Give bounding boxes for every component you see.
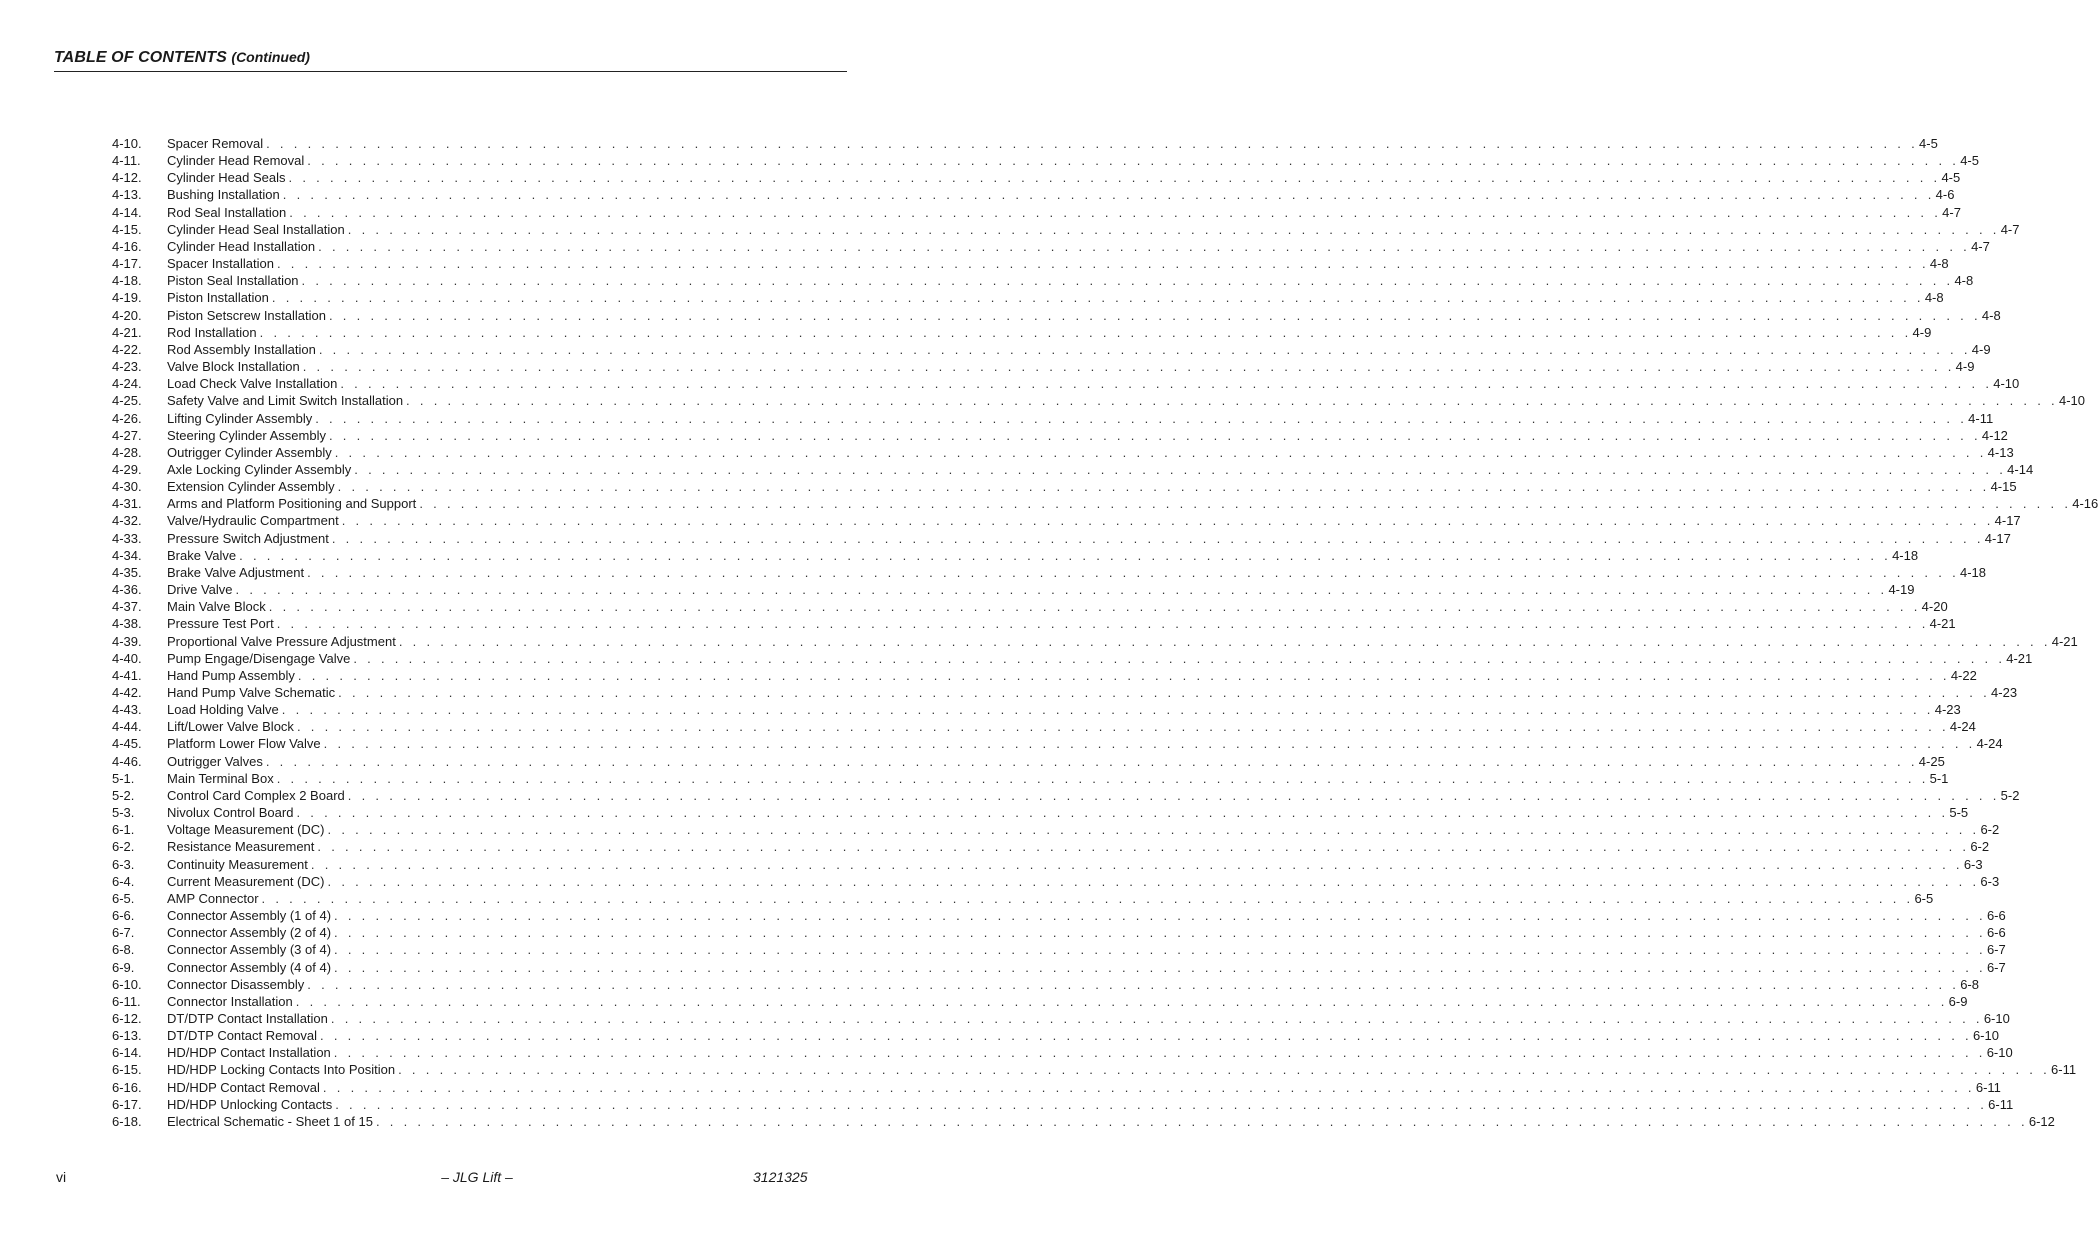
toc-entry[interactable]: [112, 410, 1994, 427]
toc-entry-page: 4-10: [1993, 376, 2020, 392]
toc-entry-title: Piston Installation: [167, 290, 269, 306]
dot-leader: . . . . . . . . . . . . . . . . . . . . . . . . . . . . . . . . . . . . . . . . . . . . . . . . . . . . . . . . . . . . . . . . . . . . . . . . . . . . . . . . . . . . . . . . . . . . . . . . . . . . . . . . . . . . . . . . . . . . . . . .: [341, 513, 1994, 529]
toc-entry-page: 6-6: [1986, 925, 2006, 941]
toc-entry-number: 4-27.: [112, 427, 142, 443]
toc-entry[interactable]: [112, 289, 1944, 306]
toc-entry-title: Nivolux Control Board: [167, 805, 294, 821]
toc-entry[interactable]: [112, 650, 2033, 667]
toc-entry-title: DT/DTP Contact Installation: [167, 1010, 328, 1026]
toc-entry-title: Connector Disassembly: [167, 976, 305, 992]
toc-entry-title: Control Card Complex 2 Board: [167, 787, 345, 803]
toc-entry-title: Steering Cylinder Assembly: [167, 427, 326, 443]
toc-entry-number: 5-3.: [112, 805, 135, 821]
dot-leader: . . . . . . . . . . . . . . . . . . . . . . . . . . . . . . . . . . . . . . . . . . . . . . . . . . . . . . . . . . . . . . . . . . . . . . . . . . . . . . . . . . . . . . . . . . . . . . . . . . . . . . . . . . . . . . . . . . . . . . . .: [289, 204, 1942, 220]
toc-entry[interactable]: [112, 598, 1948, 615]
toc-entry[interactable]: [112, 169, 1961, 186]
toc-entry-title: Main Valve Block: [167, 599, 266, 615]
toc-entry-number: 4-22.: [112, 341, 142, 357]
toc-entry[interactable]: [112, 1010, 2010, 1027]
toc-entry-title: AMP Connector: [167, 890, 259, 906]
toc-entry-title: Voltage Measurement (DC): [167, 822, 325, 838]
toc-entry-number: 4-30.: [112, 479, 142, 495]
dot-leader: . . . . . . . . . . . . . . . . . . . . . . . . . . . . . . . . . . . . . . . . . . . . . . . . . . . . . . . . . . . . . . . . . . . . . . . . . . . . . . . . . . . . . . . . . . . . . . . . . . . . . . . . . . . . . . . . . . . . . . . .: [323, 736, 1976, 752]
toc-entry-number: 4-28.: [112, 444, 142, 460]
dot-leader: . . . . . . . . . . . . . . . . . . . . . . . . . . . . . . . . . . . . . . . . . . . . . . . . . . . . . . . . . . . . . . . . . . . . . . . . . . . . . . . . . . . . . . . . . . . . . . . . . . . . . . . . . . . . . . . . . . . . . . . .: [328, 427, 1981, 443]
toc-entry-title: Hand Pump Assembly: [167, 667, 295, 683]
dot-leader: . . . . . . . . . . . . . . . . . . . . . . . . . . . . . . . . . . . . . . . . . . . . . . . . . . . . . . . . . . . . . . . . . . . . . . . . . . . . . . . . . . . . . . . . . . . . . . . . . . . . . . . . . . . . . . . . . . . . . . . .: [310, 856, 1963, 872]
toc-entry-title: Pressure Test Port: [167, 616, 274, 632]
toc-entry-number: 6-13.: [112, 1028, 142, 1044]
toc-entry-title: Current Measurement (DC): [167, 873, 325, 889]
toc-entry-number: 6-8.: [112, 942, 135, 958]
dot-leader: . . . . . . . . . . . . . . . . . . . . . . . . . . . . . . . . . . . . . . . . . . . . . . . . . . . . . . . . . . . . . . . . . . . . . . . . . . . . . . . . . . . . . . . . . . . . . . . . . . . . . . . . . . . . . . . . . . . . . . . .: [318, 238, 1971, 254]
dot-leader: . . . . . . . . . . . . . . . . . . . . . . . . . . . . . . . . . . . . . . . . . . . . . . . . . . . . . . . . . . . . . . . . . . . . . . . . . . . . . . . . . . . . . . . . . . . . . . . . . . . . . . . . . . . . . . . . . . . . . . . .: [375, 1113, 2028, 1129]
toc-entry-page: 4-9: [1912, 324, 1932, 340]
header-subtitle: (Continued): [231, 49, 310, 65]
dot-leader: . . . . . . . . . . . . . . . . . . . . . . . . . . . . . . . . . . . . . . . . . . . . . . . . . . . . . . . . . . . . . . . . . . . . . . . . . . . . . . . . . . . . . . . . . . . . . . . . . . . . . . . . . . . . . . . . . . . . . . . .: [307, 564, 1959, 580]
dot-leader: . . . . . . . . . . . . . . . . . . . . . . . . . . . . . . . . . . . . . . . . . . . . . . . . . . . . . . . . . . . . . . . . . . . . . . . . . . . . . . . . . . . . . . . . . . . . . . . . . . . . . . . . . . . . . . . . . . . . . . . .: [276, 256, 1929, 272]
toc-entry-page: 4-24: [1949, 719, 1976, 735]
toc-entry[interactable]: [112, 633, 2078, 650]
dot-leader: . . . . . . . . . . . . . . . . . . . . . . . . . . . . . . . . . . . . . . . . . . . . . . . . . . . . . . . . . . . . . . . . . . . . . . . . . . . . . . . . . . . . . . . . . . . . . . . . . . . . . . . . . . . . . . . . . . . . . . . .: [340, 376, 1993, 392]
toc-entry[interactable]: [112, 907, 2006, 924]
toc-entry-page: 4-8: [1924, 290, 1944, 306]
toc-entry-number: 5-1.: [112, 770, 135, 786]
toc-entry[interactable]: [112, 530, 2011, 547]
toc-entry-page: 6-10: [1983, 1010, 2010, 1026]
dot-leader: . . . . . . . . . . . . . . . . . . . . . . . . . . . . . . . . . . . . . . . . . . . . . . . . . . . . . . . . . . . . . . . . . . . . . . . . . . . . . . . . . . . . . . . . . . . . . . . . . . . . . . . . . . . . . . . . . . . . . . . .: [295, 993, 1948, 1009]
toc-entry[interactable]: [112, 1079, 2001, 1096]
dot-leader: . . . . . . . . . . . . . . . . . . . . . . . . . . . . . . . . . . . . . . . . . . . . . . . . . . . . . . . . . . . . . . . . . . . . . . . . . . . . . . . . . . . . . . . . . . . . . . . . . . . . . . . . . . . . . . . . . . . . . . . .: [328, 307, 1981, 323]
toc-entry[interactable]: [112, 667, 1977, 684]
toc-entry-title: Axle Locking Cylinder Assembly: [167, 461, 352, 477]
toc-entry[interactable]: [112, 924, 2006, 941]
toc-entry-title: Spacer Installation: [167, 256, 274, 272]
toc-entry[interactable]: [112, 564, 1987, 581]
toc-entry-title: Extension Cylinder Assembly: [167, 479, 335, 495]
dot-leader: . . . . . . . . . . . . . . . . . . . . . . . . . . . . . . . . . . . . . . . . . . . . . . . . . . . . . . . . . . . . . . . . . . . . . . . . . . . . . . . . . . . . . . . . . . . . . . . . . . . . . . . . . . . . . . . . . . . . . . . .: [317, 839, 1970, 855]
toc-entry[interactable]: [112, 238, 1990, 255]
toc-entry-number: 6-14.: [112, 1045, 142, 1061]
dot-leader: . . . . . . . . . . . . . . . . . . . . . . . . . . . . . . . . . . . . . . . . . . . . . . . . . . . . . . . . . . . . . . . . . . . . . . . . . . . . . . . . . . . . . . . . . . . . . . . . . . . . . . . . . . . . . . . . . . . . . . . .: [261, 890, 1914, 906]
toc-entry-page: 6-11: [1988, 1096, 2014, 1112]
toc-entry-page: 4-19: [1888, 582, 1915, 598]
toc-entry[interactable]: [112, 581, 1915, 598]
toc-entry[interactable]: [112, 787, 2020, 804]
dot-leader: . . . . . . . . . . . . . . . . . . . . . . . . . . . . . . . . . . . . . . . . . . . . . . . . . . . . . . . . . . . . . . . . . . . . . . . . . . . . . . . . . . . . . . . . . . . . . . . . . . . . . . . . . . . . . . . . . . . . . . . .: [307, 976, 1960, 992]
dot-leader: . . . . . . . . . . . . . . . . . . . . . . . . . . . . . . . . . . . . . . . . . . . . . . . . . . . . . . . . . . . . . . . . . . . . . . . . . . . . . . . . . . . . . . . . . . . . . . . . . . . . . . . . . . . . . . . . . . . . . . . .: [281, 702, 1934, 718]
dot-leader: . . . . . . . . . . . . . . . . . . . . . . . . . . . . . . . . . . . . . . . . . . . . . . . . . . . . . . . . . . . . . . . . . . . . . . . . . . . . . . . . . . . . . . . . . . . . . . . . . . . . . . . . . . . . . . . . . . . . . . . .: [276, 616, 1929, 632]
toc-entry-page: 4-21: [1929, 616, 1956, 632]
dot-leader: . . . . . . . . . . . . . . . . . . . . . . . . . . . . . . . . . . . . . . . . . . . . . . . . . . . . . . . . . . . . . . . . . . . . . . . . . . . . . . . . . . . . . . . . . . . . . . . . . . . . . . . . . . . . . . . . . . . . . . . .: [322, 1079, 1975, 1095]
toc-entry-page: 4-8: [1929, 256, 1949, 272]
toc-entry-number: 6-3.: [112, 856, 135, 872]
toc-entry-title: Continuity Measurement: [167, 856, 308, 872]
toc-entry[interactable]: [112, 152, 1979, 169]
toc-entry-number: 4-32.: [112, 513, 142, 529]
dot-leader: . . . . . . . . . . . . . . . . . . . . . . . . . . . . . . . . . . . . . . . . . . . . . . . . . . . . . . . . . . . . . . . . . . . . . . . . . . . . . . . . . . . . . . . . . . . . . . . . . . . . . . . . . . . . . . . . . . . . . . . .: [353, 650, 2006, 666]
toc-entry-page: 6-10: [1972, 1028, 1999, 1044]
dot-leader: . . . . . . . . . . . . . . . . . . . . . . . . . . . . . . . . . . . . . . . . . . . . . . . . . . . . . . . . . . . . . . . . . . . . . . . . . . . . . . . . . . . . . . . . . . . . . . . . . . . . . . . . . . . . . . . . . . . . . . . .: [276, 770, 1929, 786]
dot-leader: . . . . . . . . . . . . . . . . . . . . . . . . . . . . . . . . . . . . . . . . . . . . . . . . . . . . . . . . . . . . . . . . . . . . . . . . . . . . . . . . . . . . . . . . . . . . . . . . . . . . . . . . . . . . . . . . . . . . . . . .: [265, 753, 1918, 769]
toc-entry-page: 4-18: [1892, 547, 1919, 563]
toc-entry[interactable]: [112, 718, 1976, 735]
toc-entry-page: 6-3: [1963, 856, 1983, 872]
dot-leader: . . . . . . . . . . . . . . . . . . . . . . . . . . . . . . . . . . . . . . . . . . . . . . . . . . . . . . . . . . . . . . . . . . . . . . . . . . . . . . . . . . . . . . . . . . . . . . . . . . . . . . . . . . . . . . . . . . . . . . . .: [266, 136, 1919, 151]
toc-entry-number: 4-16.: [112, 238, 142, 254]
header-title: TABLE OF CONTENTS: [54, 49, 227, 66]
dot-leader: . . . . . . . . . . . . . . . . . . . . . . . . . . . . . . . . . . . . . . . . . . . . . . . . . . . . . . . . . . . . . . . . . . . . . . . . . . . . . . . . . . . . . . . . . . . . . . . . . . . . . . . . . . . . . . . . . . . . . . . .: [331, 530, 1984, 546]
toc-entry-title: Cylinder Head Removal: [167, 153, 305, 169]
toc-entry-page: 4-5: [1919, 136, 1938, 151]
dot-leader: . . . . . . . . . . . . . . . . . . . . . . . . . . . . . . . . . . . . . . . . . . . . . . . . . . . . . . . . . . . . . . . . . . . . . . . . . . . . . . . . . . . . . . . . . . . . . . . . . . . . . . . . . . . . . . . . . . . . . . . .: [318, 341, 1971, 357]
toc-entry-page: 4-7: [1942, 204, 1961, 220]
toc-entry-number: 6-4.: [112, 873, 135, 889]
footer-doc-number: 3121325: [753, 1169, 808, 1185]
toc-entry-number: 4-42.: [112, 685, 142, 700]
toc-entry-number: 6-10.: [112, 976, 142, 992]
dot-leader: . . . . . . . . . . . . . . . . . . . . . . . . . . . . . . . . . . . . . . . . . . . . . . . . . . . . . . . . . . . . . . . . . . . . . . . . . . . . . . . . . . . . . . . . . . . . . . . . . . . . . . . . . . . . . . . . . . . . . . . .: [259, 324, 1912, 340]
toc-entry-title: Main Terminal Box: [167, 770, 274, 786]
toc-entry-title: Cylinder Head Seal Installation: [167, 221, 345, 237]
toc-entry[interactable]: [112, 976, 1979, 993]
toc-entry-page: 6-2: [1970, 839, 1990, 855]
toc-entry[interactable]: [112, 392, 2085, 409]
toc-entry-page: 4-17: [1984, 530, 2011, 546]
toc-entry-page: 4-18: [1959, 564, 1987, 580]
toc-entry-number: 4-39.: [112, 633, 142, 649]
dot-leader: . . . . . . . . . . . . . . . . . . . . . . . . . . . . . . . . . . . . . . . . . . . . . . . . . . . . . . . . . . . . . . . . . . . . . . . . . . . . . . . . . . . . . . . . . . . . . . . . . . . . . . . . . . . . . . . . . . . . . . . .: [398, 633, 2051, 649]
toc-entry-page: 4-11: [1968, 410, 1994, 426]
toc-entry-title: Outrigger Valves: [167, 753, 263, 769]
toc-entry-number: 6-12.: [112, 1010, 142, 1026]
toc-entry-page: 4-21: [2006, 650, 2033, 666]
toc-entry-number: 6-15.: [112, 1062, 142, 1078]
toc-entry-number: 6-11.: [112, 993, 141, 1009]
toc-entry-title: DT/DTP Contact Removal: [167, 1028, 318, 1044]
toc-entry-number: 4-35.: [112, 564, 142, 580]
dot-leader: . . . . . . . . . . . . . . . . . . . . . . . . . . . . . . . . . . . . . . . . . . . . . . . . . . . . . . . . . . . . . . . . . . . . . . . . . . . . . . . . . . . . . . . . . . . . . . . . . . . . . . . . . . . . . . . . . . . . . . . .: [334, 942, 1986, 958]
toc-entry[interactable]: [112, 461, 2034, 478]
toc-entry-page: 4-16: [2072, 496, 2098, 512]
toc-entry[interactable]: [112, 959, 2006, 976]
toc-entry-number: 6-5.: [112, 890, 135, 906]
dot-leader: . . . . . . . . . . . . . . . . . . . . . . . . . . . . . . . . . . . . . . . . . . . . . . . . . . . . . . . . . . . . . . . . . . . . . . . . . . . . . . . . . . . . . . . . . . . . . . . . . . . . . . . . . . . . . . . . . . . . . . . .: [334, 908, 1986, 924]
toc-entry-page: 4-9: [1971, 341, 1991, 357]
toc-entry-number: 4-20.: [112, 307, 142, 323]
toc-entry-number: 4-29.: [112, 461, 142, 477]
dot-leader: . . . . . . . . . . . . . . . . . . . . . . . . . . . . . . . . . . . . . . . . . . . . . . . . . . . . . . . . . . . . . . . . . . . . . . . . . . . . . . . . . . . . . . . . . . . . . . . . . . . . . . . . . . . . . . . . . . . . . . . .: [347, 787, 2000, 803]
toc-entry[interactable]: [112, 358, 1975, 375]
dot-leader: . . . . . . . . . . . . . . . . . . . . . . . . . . . . . . . . . . . . . . . . . . . . . . . . . . . . . . . . . . . . . . . . . . . . . . . . . . . . . . . . . . . . . . . . . . . . . . . . . . . . . . . . . . . . . . . . . . . . . . . .: [288, 170, 1941, 186]
page-header: [54, 49, 847, 72]
dot-leader: . . . . . . . . . . . . . . . . . . . . . . . . . . . . . . . . . . . . . . . . . . . . . . . . . . . . . . . . . . . . . . . . . . . . . . . . . . . . . . . . . . . . . . . . . . . . . . . . . . . . . . . . . . . . . . . . . . . . . . . .: [334, 444, 1987, 460]
toc-entry[interactable]: [112, 684, 2018, 701]
toc-entry[interactable]: [112, 375, 2020, 392]
toc-entry-number: 4-41.: [112, 667, 142, 683]
toc-entry-title: Piston Setscrew Installation: [167, 307, 326, 323]
toc-entry-number: 4-19.: [112, 290, 142, 306]
toc-entry-title: HD/HDP Locking Contacts Into Position: [167, 1062, 396, 1078]
toc-entry-number: 4-25.: [112, 393, 142, 409]
toc-entry-number: 4-14.: [112, 204, 142, 220]
toc-entry[interactable]: [112, 770, 1949, 787]
toc-entry-number: 4-24.: [112, 376, 142, 392]
toc-entry-number: 4-10.: [112, 136, 142, 151]
dot-leader: . . . . . . . . . . . . . . . . . . . . . . . . . . . . . . . . . . . . . . . . . . . . . . . . . . . . . . . . . . . . . . . . . . . . . . . . . . . . . . . . . . . . . . . . . . . . . . . . . . . . . . . . . . . . . . . . . . . . . . . .: [330, 1010, 1983, 1026]
toc-entry-page: 6-9: [1948, 993, 1968, 1009]
toc-entry-title: HD/HDP Contact Removal: [167, 1079, 320, 1095]
toc-entry-number: 4-37.: [112, 599, 142, 615]
toc-entry-number: 4-34.: [112, 547, 142, 563]
dot-leader: . . . . . . . . . . . . . . . . . . . . . . . . . . . . . . . . . . . . . . . . . . . . . . . . . . . . . . . . . . . . . . . . . . . . . . . . . . . . . . . . . . . . . . . . . . . . . . . . . . . . . . . . . . . . . . . . . . . . . . . .: [296, 805, 1949, 821]
dot-leader: . . . . . . . . . . . . . . . . . . . . . . . . . . . . . . . . . . . . . . . . . . . . . . . . . . . . . . . . . . . . . . . . . . . . . . . . . . . . . . . . . . . . . . . . . . . . . . . . . . . . . . . . . . . . . . . . . . . . . . . .: [347, 221, 2000, 237]
dot-leader: . . . . . . . . . . . . . . . . . . . . . . . . . . . . . . . . . . . . . . . . . . . . . . . . . . . . . . . . . . . . . . . . . . . . . . . . . . . . . . . . . . . . . . . . . . . . . . . . . . . . . . . . . . . . . . . . . . . . . . . .: [338, 685, 1991, 700]
toc-entry-number: 4-18.: [112, 273, 142, 289]
toc-entry[interactable]: [112, 838, 1990, 855]
toc-entry-number: 4-45.: [112, 736, 142, 752]
toc-entry-number: 4-15.: [112, 221, 142, 237]
dot-leader: . . . . . . . . . . . . . . . . . . . . . . . . . . . . . . . . . . . . . . . . . . . . . . . . . . . . . . . . . . . . . . . . . . . . . . . . . . . . . . . . . . . . . . . . . . . . . . . . . . . . . . . . . . . . . . . . . . . . . . . .: [334, 925, 1986, 941]
toc-entry[interactable]: [112, 890, 1934, 907]
toc-entry[interactable]: [112, 272, 1974, 289]
dot-leader: . . . . . . . . . . . . . . . . . . . . . . . . . . . . . . . . . . . . . . . . . . . . . . . . . . . . . . . . . . . . . . . . . . . . . . . . . . . . . . . . . . . . . . . . . . . . . . . . . . . . . . . . . . . . . . . . . . . . . . . .: [282, 187, 1935, 203]
dot-leader: . . . . . . . . . . . . . . . . . . . . . . . . . . . . . . . . . . . . . . . . . . . . . . . . . . . . . . . . . . . . . . . . . . . . . . . . . . . . . . . . . . . . . . . . . . . . . . . . . . . . . . . . . . . . . . . . . . . . . . . .: [271, 290, 1924, 306]
toc-entry[interactable]: [112, 735, 2003, 752]
toc-entry-number: 4-38.: [112, 616, 142, 632]
toc-entry-number: 6-16.: [112, 1079, 142, 1095]
toc-entry-title: Valve Block Installation: [167, 359, 300, 375]
toc-entry-title: Arms and Platform Positioning and Support: [167, 496, 417, 512]
toc-entry-title: Lift/Lower Valve Block: [167, 719, 294, 735]
toc-entry-number: 6-9.: [112, 959, 135, 975]
toc-entry-title: Cylinder Head Seals: [167, 170, 286, 186]
toc-entry-title: Connector Installation: [167, 993, 293, 1009]
dot-leader: . . . . . . . . . . . . . . . . . . . . . . . . . . . . . . . . . . . . . . . . . . . . . . . . . . . . . . . . . . . . . . . . . . . . . . . . . . . . . . . . . . . . . . . . . . . . . . . . . . . . . . . . . . . . . . . . . . . . . . . .: [297, 667, 1950, 683]
toc-entry-number: 6-6.: [112, 908, 135, 924]
toc-entry-page: 4-10: [2058, 393, 2085, 409]
toc-entry-title: Load Holding Valve: [167, 702, 279, 718]
toc-entry[interactable]: [112, 478, 2017, 495]
toc-entry[interactable]: [112, 135, 1938, 152]
toc-entry-number: 4-13.: [112, 187, 142, 203]
dot-leader: . . . . . . . . . . . . . . . . . . . . . . . . . . . . . . . . . . . . . . . . . . . . . . . . . . . . . . . . . . . . . . . . . . . . . . . . . . . . . . . . . . . . . . . . . . . . . . . . . . . . . . . . . . . . . . . . . . . . . . . .: [327, 873, 1980, 889]
toc-entry-title: Platform Lower Flow Valve: [167, 736, 321, 752]
toc-entry-number: 4-12.: [112, 170, 142, 186]
toc-entry-number: 4-31.: [112, 496, 142, 512]
toc-entry[interactable]: [112, 615, 1956, 632]
dot-leader: . . . . . . . . . . . . . . . . . . . . . . . . . . . . . . . . . . . . . . . . . . . . . . . . . . . . . . . . . . . . . . . . . . . . . . . . . . . . . . . . . . . . . . . . . . . . . . . . . . . . . . . . . . . . . . . . . . . . . . . .: [301, 273, 1954, 289]
dot-leader: . . . . . . . . . . . . . . . . . . . . . . . . . . . . . . . . . . . . . . . . . . . . . . . . . . . . . . . . . . . . . . . . . . . . . . . . . . . . . . . . . . . . . . . . . . . . . . . . . . . . . . . . . . . . . . . . . . . . . . . .: [334, 959, 1986, 975]
toc-entry-page: 4-23: [1934, 702, 1961, 718]
toc-entry-title: Rod Seal Installation: [167, 204, 287, 220]
toc-entry-title: Brake Valve Adjustment: [167, 564, 305, 580]
toc-entry-title: Safety Valve and Limit Switch Installation: [167, 393, 404, 409]
toc-entry-page: 4-8: [1954, 273, 1974, 289]
toc-entry-page: 6-3: [1980, 873, 2000, 889]
toc-entry-page: 4-5: [1960, 153, 1979, 169]
toc-entry-title: Resistance Measurement: [167, 839, 315, 855]
dot-leader: . . . . . . . . . . . . . . . . . . . . . . . . . . . . . . . . . . . . . . . . . . . . . . . . . . . . . . . . . . . . . . . . . . . . . . . . . . . . . . . . . . . . . . . . . . . . . . . . . . . . . . . . . . . . . . . . . . . . . . . .: [307, 153, 1960, 169]
toc-entry[interactable]: [112, 341, 1991, 358]
dot-leader: . . . . . . . . . . . . . . . . . . . . . . . . . . . . . . . . . . . . . . . . . . . . . . . . . . . . . . . . . . . . . . . . . . . . . . . . . . . . . . . . . . . . . . . . . . . . . . . . . . . . . . . . . . . . . . . . . . . . . . . .: [333, 1045, 1986, 1061]
toc-entry[interactable]: [112, 495, 2098, 512]
footer-page-number: vi: [56, 1169, 67, 1185]
toc-entry-number: 4-46.: [112, 753, 142, 769]
toc-entry-page: 6-11: [1975, 1079, 2001, 1095]
toc-entry-number: 6-7.: [112, 925, 135, 941]
toc-entry-number: 4-33.: [112, 530, 142, 546]
toc-entry[interactable]: [112, 186, 1955, 203]
dot-leader: . . . . . . . . . . . . . . . . . . . . . . . . . . . . . . . . . . . . . . . . . . . . . . . . . . . . . . . . . . . . . . . . . . . . . . . . . . . . . . . . . . . . . . . . . . . . . . . . . . . . . . . . . . . . . . . . . . . . . . . .: [239, 547, 1892, 563]
toc-entry[interactable]: [112, 307, 2001, 324]
toc-entry-title: Pressure Switch Adjustment: [167, 530, 329, 546]
toc-entry[interactable]: [112, 1113, 2055, 1130]
toc-entry-page: 4-5: [1941, 170, 1961, 186]
toc-entry-title: Pump Engage/Disengage Valve: [167, 650, 351, 666]
toc-entry-title: Connector Assembly (2 of 4): [167, 925, 332, 941]
toc-entry-page: 6-5: [1914, 890, 1934, 906]
toc-entry-page: 4-9: [1955, 359, 1975, 375]
toc-entry-title: Cylinder Head Installation: [167, 238, 316, 254]
toc-entry-number: 4-26.: [112, 410, 142, 426]
toc-entry-title: HD/HDP Contact Installation: [167, 1045, 331, 1061]
toc-entry-number: 4-23.: [112, 359, 142, 375]
toc-entry[interactable]: [112, 993, 1968, 1010]
dot-leader: . . . . . . . . . . . . . . . . . . . . . . . . . . . . . . . . . . . . . . . . . . . . . . . . . . . . . . . . . . . . . . . . . . . . . . . . . . . . . . . . . . . . . . . . . . . . . . . . . . . . . . . . . . . . . . . . . . . . . . . .: [268, 599, 1921, 615]
dot-leader: . . . . . . . . . . . . . . . . . . . . . . . . . . . . . . . . . . . . . . . . . . . . . . . . . . . . . . . . . . . . . . . . . . . . . . . . . . . . . . . . . . . . . . . . . . . . . . . . . . . . . . . . . . . . . . . . . . . . . . . .: [337, 479, 1990, 495]
toc-entry-number: 4-40.: [112, 650, 142, 666]
footer-publisher: – JLG Lift –: [441, 1169, 513, 1185]
dot-leader: . . . . . . . . . . . . . . . . . . . . . . . . . . . . . . . . . . . . . . . . . . . . . . . . . . . . . . . . . . . . . . . . . . . . . . . . . . . . . . . . . . . . . . . . . . . . . . . . . . . . . . . . . . . . . . . . . . . . . . . .: [406, 393, 2058, 409]
toc-entry-number: 4-36.: [112, 582, 142, 598]
toc-entry-number: 4-17.: [112, 256, 142, 272]
toc-entry-number: 6-18.: [112, 1113, 142, 1129]
dot-leader: . . . . . . . . . . . . . . . . . . . . . . . . . . . . . . . . . . . . . . . . . . . . . . . . . . . . . . . . . . . . . . . . . . . . . . . . . . . . . . . . . . . . . . . . . . . . . . . . . . . . . . . . . . . . . . . . . . . . . . . .: [320, 1028, 1972, 1044]
toc-entry[interactable]: [112, 873, 2000, 890]
toc-entry-title: Connector Assembly (1 of 4): [167, 908, 332, 924]
toc-entry-title: Rod Assembly Installation: [167, 341, 316, 357]
toc-entry-title: Electrical Schematic - Sheet 1 of 15: [167, 1113, 373, 1129]
toc-entry-page: 6-6: [1986, 908, 2006, 924]
toc-entry-title: Piston Seal Installation: [167, 273, 299, 289]
dot-leader: . . . . . . . . . . . . . . . . . . . . . . . . . . . . . . . . . . . . . . . . . . . . . . . . . . . . . . . . . . . . . . . . . . . . . . . . . . . . . . . . . . . . . . . . . . . . . . . . . . . . . . . . . . . . . . . . . . . . . . . .: [419, 496, 2072, 512]
toc-entry-page: 4-21: [2051, 633, 2078, 649]
toc-entry-number: 4-21.: [112, 324, 142, 340]
toc-entry-page: 4-23: [1991, 685, 2018, 700]
toc-entry-page: 6-8: [1960, 976, 1979, 992]
dot-leader: . . . . . . . . . . . . . . . . . . . . . . . . . . . . . . . . . . . . . . . . . . . . . . . . . . . . . . . . . . . . . . . . . . . . . . . . . . . . . . . . . . . . . . . . . . . . . . . . . . . . . . . . . . . . . . . . . . . . . . . .: [398, 1062, 2051, 1078]
toc-entry-number: 5-2.: [112, 787, 135, 803]
toc-entry[interactable]: [112, 701, 1961, 718]
dot-leader: . . . . . . . . . . . . . . . . . . . . . . . . . . . . . . . . . . . . . . . . . . . . . . . . . . . . . . . . . . . . . . . . . . . . . . . . . . . . . . . . . . . . . . . . . . . . . . . . . . . . . . . . . . . . . . . . . . . . . . . .: [327, 822, 1980, 838]
toc-entry[interactable]: [112, 204, 1961, 221]
toc-entry-title: Load Check Valve Installation: [167, 376, 338, 392]
toc-entry[interactable]: [112, 804, 1969, 821]
toc-entry-page: 5-1: [1929, 770, 1949, 786]
toc-entry-page: 4-12: [1981, 427, 2008, 443]
toc-entry-title: Rod Installation: [167, 324, 257, 340]
toc-entry-page: 6-10: [1986, 1045, 2013, 1061]
toc-entry[interactable]: [112, 753, 1945, 770]
toc-entry-page: 4-7: [2000, 221, 2020, 237]
dot-leader: . . . . . . . . . . . . . . . . . . . . . . . . . . . . . . . . . . . . . . . . . . . . . . . . . . . . . . . . . . . . . . . . . . . . . . . . . . . . . . . . . . . . . . . . . . . . . . . . . . . . . . . . . . . . . . . . . . . . . . . .: [296, 719, 1949, 735]
dot-leader: . . . . . . . . . . . . . . . . . . . . . . . . . . . . . . . . . . . . . . . . . . . . . . . . . . . . . . . . . . . . . . . . . . . . . . . . . . . . . . . . . . . . . . . . . . . . . . . . . . . . . . . . . . . . . . . . . . . . . . . .: [335, 1096, 1988, 1112]
toc-entry-page: 4-14: [2007, 461, 2034, 477]
toc-entry-number: 4-43.: [112, 702, 142, 718]
toc-entry-page: 6-11: [2051, 1062, 2077, 1078]
toc-entry[interactable]: [112, 427, 2008, 444]
toc-entry-page: 6-12: [2028, 1113, 2055, 1129]
toc-entry-page: 5-2: [2000, 787, 2020, 803]
toc-entry-title: Brake Valve: [167, 547, 237, 563]
toc-entry-page: 4-7: [1971, 238, 1990, 254]
dot-leader: . . . . . . . . . . . . . . . . . . . . . . . . . . . . . . . . . . . . . . . . . . . . . . . . . . . . . . . . . . . . . . . . . . . . . . . . . . . . . . . . . . . . . . . . . . . . . . . . . . . . . . . . . . . . . . . . . . . . . . . .: [235, 582, 1888, 598]
toc-entry-title: Bushing Installation: [167, 187, 280, 203]
toc-entry-page: 4-15: [1990, 479, 2017, 495]
toc-entry-page: 6-7: [1986, 942, 2006, 958]
toc-entry-page: 6-2: [1980, 822, 2000, 838]
toc-entry-number: 6-2.: [112, 839, 135, 855]
toc-entry-page: 4-13: [1987, 444, 2014, 460]
toc-entry[interactable]: [112, 1044, 2013, 1061]
toc-entry[interactable]: [112, 255, 1949, 272]
toc-entry-number: 6-17.: [112, 1096, 142, 1112]
toc-entry-page: 4-17: [1994, 513, 2021, 529]
toc-entry[interactable]: [112, 941, 2006, 958]
dot-leader: . . . . . . . . . . . . . . . . . . . . . . . . . . . . . . . . . . . . . . . . . . . . . . . . . . . . . . . . . . . . . . . . . . . . . . . . . . . . . . . . . . . . . . . . . . . . . . . . . . . . . . . . . . . . . . . . . . . . . . . .: [302, 359, 1955, 375]
toc-entry[interactable]: [112, 512, 2021, 529]
toc-entry-page: 4-20: [1921, 599, 1948, 615]
toc-entry-title: HD/HDP Unlocking Contacts: [167, 1096, 333, 1112]
toc-entry-number: 6-1.: [112, 822, 135, 838]
toc-entry[interactable]: [112, 821, 2000, 838]
toc-entry-title: Spacer Removal: [167, 136, 264, 151]
toc-entry-title: Valve/Hydraulic Compartment: [167, 513, 339, 529]
toc-entry-page: 4-6: [1935, 187, 1955, 203]
toc-entry[interactable]: [112, 547, 1919, 564]
toc-entry-title: Outrigger Cylinder Assembly: [167, 444, 332, 460]
toc-entry[interactable]: [112, 324, 1932, 341]
toc-entry-title: Proportional Valve Pressure Adjustment: [167, 633, 396, 649]
toc-entry[interactable]: [112, 856, 1983, 873]
dot-leader: . . . . . . . . . . . . . . . . . . . . . . . . . . . . . . . . . . . . . . . . . . . . . . . . . . . . . . . . . . . . . . . . . . . . . . . . . . . . . . . . . . . . . . . . . . . . . . . . . . . . . . . . . . . . . . . . . . . . . . . .: [315, 410, 1968, 426]
toc-entry[interactable]: [112, 1096, 2014, 1113]
toc-entry-page: 5-5: [1949, 805, 1969, 821]
toc-entry-title: Lifting Cylinder Assembly: [167, 410, 313, 426]
toc-entry[interactable]: [112, 1027, 1999, 1044]
toc-entry-title: Drive Valve: [167, 582, 233, 598]
toc-entry-title: Connector Assembly (4 of 4): [167, 959, 332, 975]
toc-entry-title: Connector Assembly (3 of 4): [167, 942, 332, 958]
toc-entry-page: 4-25: [1918, 753, 1945, 769]
toc-entry[interactable]: [112, 444, 2014, 461]
toc-entry[interactable]: [112, 221, 2020, 238]
toc-list: [112, 135, 2098, 1130]
toc-entry-page: 4-22: [1950, 667, 1977, 683]
toc-entry-number: 4-11.: [112, 153, 141, 169]
toc-entry-page: 4-8: [1981, 307, 2001, 323]
toc-entry-page: 6-7: [1986, 959, 2006, 975]
toc-entry-title: Hand Pump Valve Schematic: [167, 685, 336, 700]
toc-entry-page: 4-24: [1976, 736, 2003, 752]
toc-entry-number: 4-44.: [112, 719, 142, 735]
dot-leader: . . . . . . . . . . . . . . . . . . . . . . . . . . . . . . . . . . . . . . . . . . . . . . . . . . . . . . . . . . . . . . . . . . . . . . . . . . . . . . . . . . . . . . . . . . . . . . . . . . . . . . . . . . . . . . . . . . . . . . . .: [354, 461, 2007, 477]
toc-entry[interactable]: [112, 1061, 2077, 1078]
